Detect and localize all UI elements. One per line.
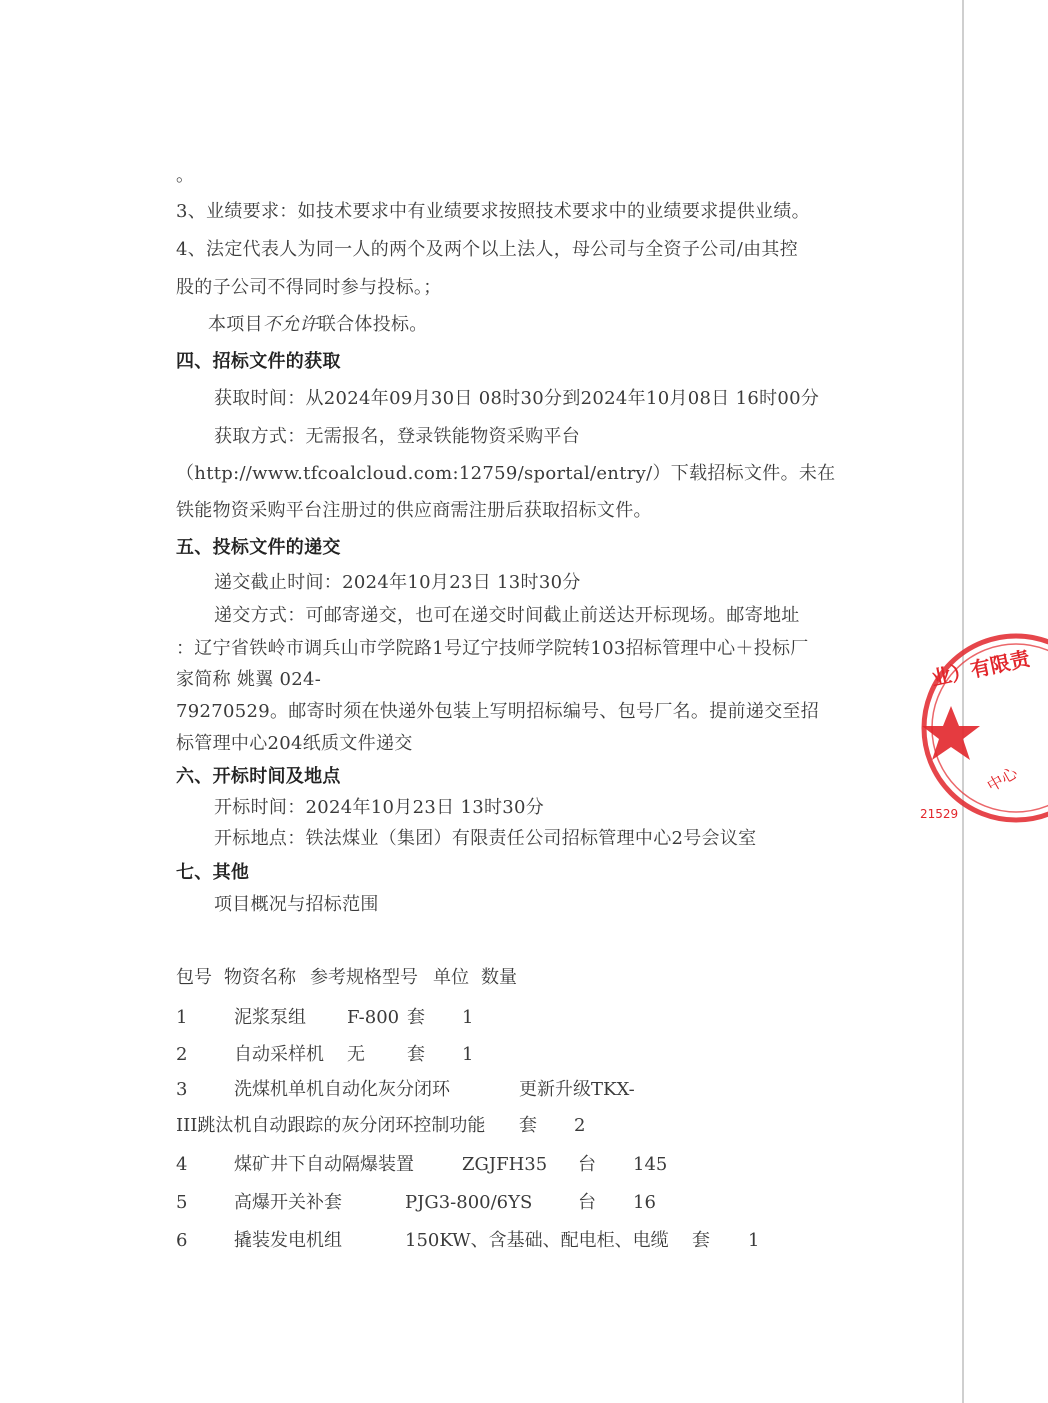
project-overview: 项目概况与招标范围 [214,894,379,915]
row-spec: 更新升级TKX- [519,1079,635,1100]
seal-text-top: 业）有限责 [929,646,1032,691]
header-material-name: 物资名称 [224,967,296,988]
row-spec: 150KW、含基础、配电柜、电缆 [405,1230,669,1251]
row-spec: PJG3-800/6YS [405,1192,533,1213]
row-name: 泥浆泵组 [234,1007,306,1028]
opening-place: 开标地点：铁法煤业（集团）有限责任公司招标管理中心2号会议室 [214,828,757,849]
stray-mark: 。 [176,165,195,186]
section-5-title: 五、投标文件的递交 [176,537,341,558]
row-spec-continued: III跳汰机自动跟踪的灰分闭环控制功能 [176,1115,486,1136]
acquire-time: 获取时间：从2024年09月30日 08时30分到2024年10月08日 16时00分 [214,388,820,409]
row-unit: 套 [407,1044,425,1065]
row-spec: F-800 [347,1007,400,1028]
row-name: 撬装发电机组 [234,1230,342,1251]
seal-number: 21529 [920,807,959,821]
row-no: 1 [176,1007,188,1028]
submit-method-line3: 家简称 姚翼 024- [176,669,322,690]
row-no: 6 [176,1230,188,1251]
acquire-method: 获取方式：无需报名，登录铁能物资采购平台 [214,426,580,447]
section-4-title: 四、招标文件的获取 [176,351,341,372]
submit-deadline: 递交截止时间：2024年10月23日 13时30分 [214,572,581,593]
row-qty: 2 [574,1115,586,1136]
row-qty: 1 [462,1044,474,1065]
row-spec: 无 [347,1044,365,1065]
row-unit: 套 [519,1115,537,1136]
requirement-4-line2: 股的子公司不得同时参与投标。； [176,277,442,298]
row-qty: 145 [633,1154,668,1175]
consortium-emphasis: 不允许 [262,314,318,335]
company-seal [918,628,1048,828]
row-name: 煤矿井下自动隔爆装置 [234,1154,414,1175]
submit-method-line5: 标管理中心204纸质文件递交 [176,733,413,754]
section-7-title: 七、其他 [176,862,250,883]
consortium-prefix: 本项目 [208,314,263,335]
row-qty: 1 [748,1230,760,1251]
row-unit: 套 [407,1007,425,1028]
header-unit: 单位 [433,967,469,988]
row-qty: 1 [462,1007,474,1028]
row-qty: 16 [633,1192,656,1213]
acquire-url: （http://www.tfcoalcloud.com:12759/sportal/entry/）下载招标文件。未在 [176,463,836,484]
row-no: 4 [176,1154,188,1175]
consortium-suffix: 联合体投标。 [317,314,428,335]
submit-method-line4: 79270529。邮寄时须在快递外包装上写明招标编号、包号厂名。提前递交至招 [176,701,820,722]
requirement-4-line1: 4、法定代表人为同一人的两个及两个以上法人，母公司与全资子公司/由其控 [176,239,799,260]
submit-method-line2: ：辽宁省铁岭市调兵山市学院路1号辽宁技师学院转103招标管理中心＋投标厂 [176,638,809,659]
header-quantity: 数量 [481,967,517,988]
seal-star-icon [922,706,980,760]
row-name: 自动采样机 [234,1044,324,1065]
opening-time: 开标时间：2024年10月23日 13时30分 [214,797,545,818]
row-name: 洗煤机单机自动化灰分闭环 [234,1079,450,1100]
acquire-note: 铁能物资采购平台注册过的供应商需注册后获取招标文件。 [176,500,652,521]
row-unit: 台 [578,1154,596,1175]
requirement-3: 3、业绩要求：如技术要求中有业绩要求按照技术要求中的业绩要求提供业绩。 [176,201,810,222]
row-unit: 台 [578,1192,596,1213]
seal-text-side: 中心 [983,763,1021,796]
consortium-note [208,313,428,337]
header-spec: 参考规格型号 [310,967,418,988]
section-6-title: 六、开标时间及地点 [176,766,341,787]
row-spec: ZGJFH35 [462,1154,548,1175]
row-unit: 套 [692,1230,710,1251]
row-no: 2 [176,1044,188,1065]
submit-method-line1: 递交方式：可邮寄递交，也可在递交时间截止前送达开标现场。邮寄地址 [214,605,800,626]
header-package-no: 包号 [176,967,212,988]
row-no: 5 [176,1192,188,1213]
row-no: 3 [176,1079,188,1100]
row-name: 高爆开关补套 [234,1192,342,1213]
